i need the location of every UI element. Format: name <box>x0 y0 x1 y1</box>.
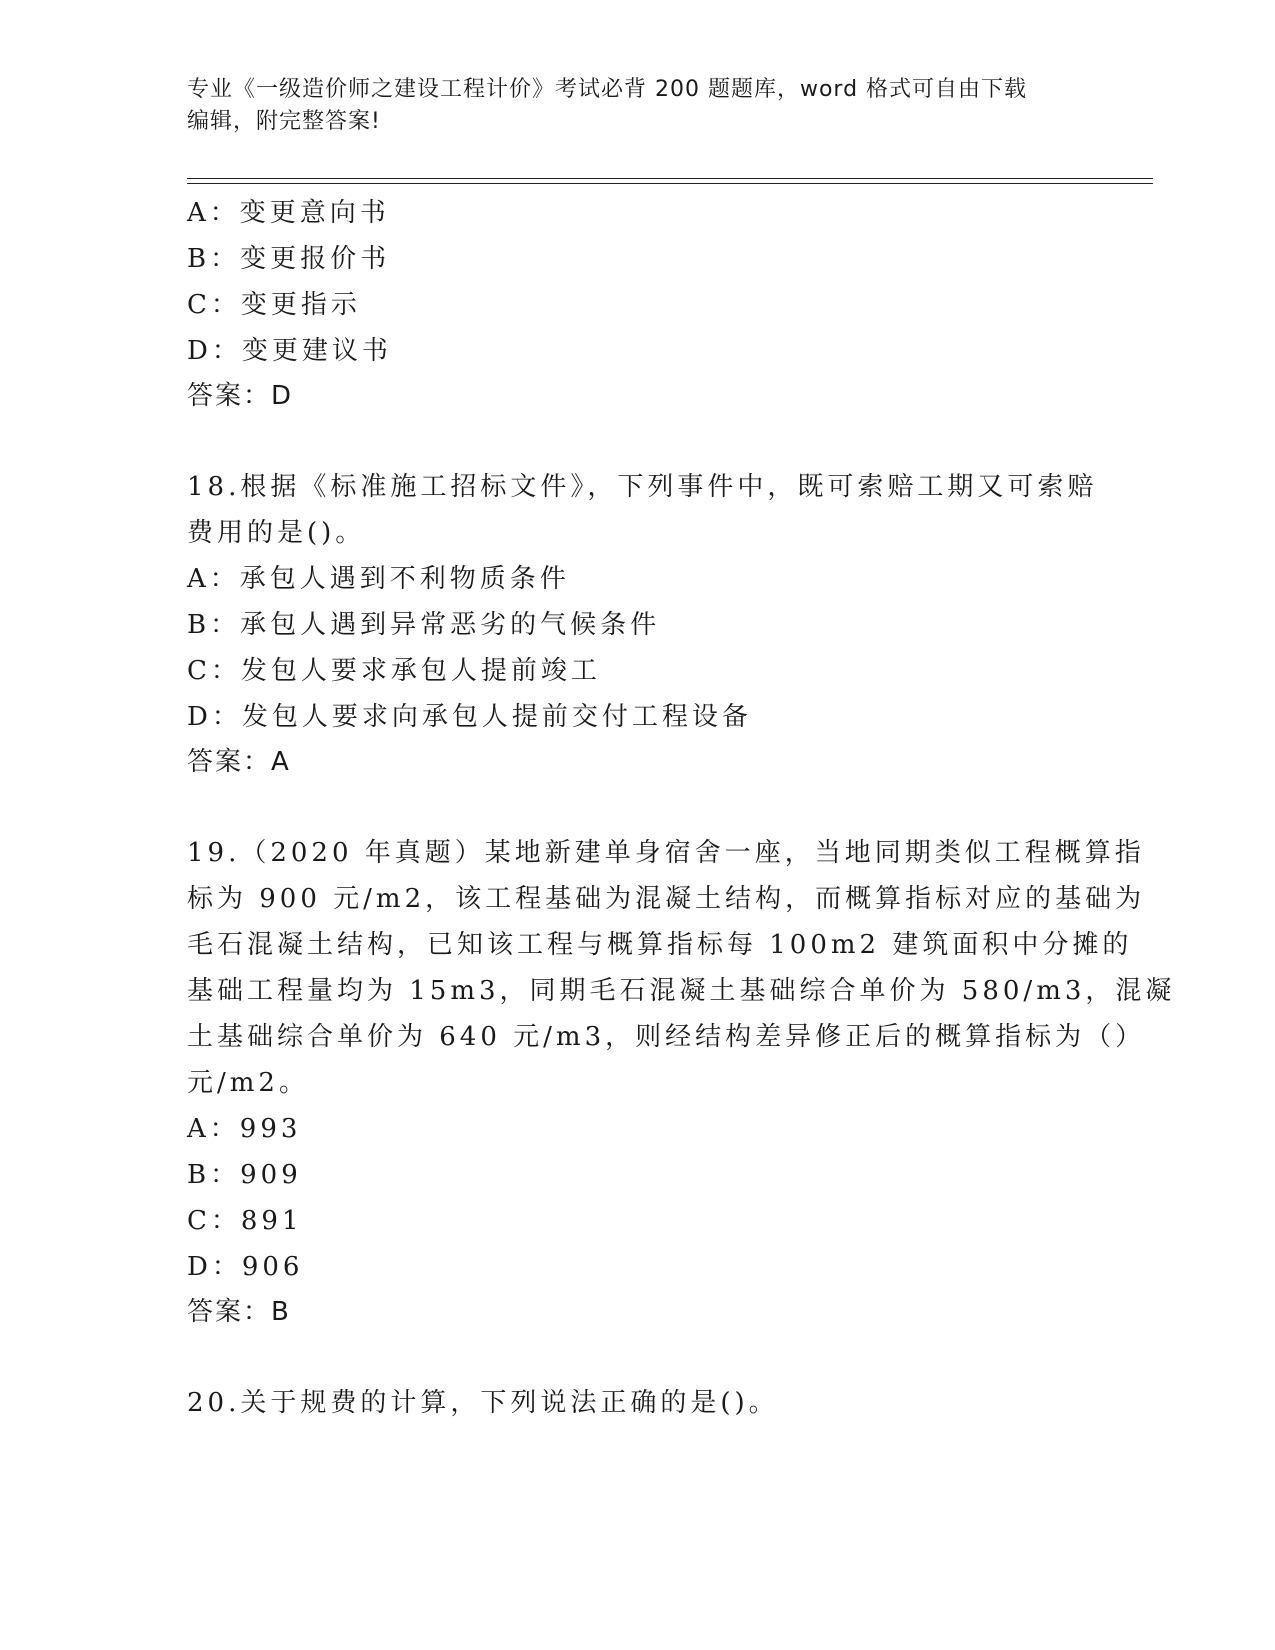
option-d: D：发包人要求向承包人提前交付工程设备 <box>187 702 752 732</box>
option-d: D：变更建议书 <box>187 336 392 366</box>
option-d: D：906 <box>187 1252 304 1282</box>
question-stem-line: 毛石混凝土结构，已知该工程与概算指标每 100m2 建筑面积中分摊的 <box>187 930 1133 960</box>
question-stem-line: 费用的是()。 <box>187 518 366 548</box>
answer: 答案：A <box>187 747 291 777</box>
question-stem-line: 19.（2020 年真题）某地新建单身宿舍一座，当地同期类似工程概算指 <box>187 838 1145 868</box>
spacer <box>187 784 1087 830</box>
spacer <box>187 1334 1087 1380</box>
question-stem-line: 标为 900 元/m2，该工程基础为混凝土结构，而概算指标对应的基础为 <box>187 884 1146 914</box>
answer: 答案：D <box>187 381 294 411</box>
option-c: C：变更指示 <box>187 290 361 320</box>
answer: 答案：B <box>187 1297 291 1327</box>
spacer <box>187 418 1087 464</box>
question-stem-line: 20.关于规费的计算，下列说法正确的是()。 <box>187 1388 779 1418</box>
question-19 <box>187 830 1176 1334</box>
option-b: B：909 <box>187 1160 302 1190</box>
question-stem-line: 18.根据《标准施工招标文件》，下列事件中，既可索赔工期又可索赔 <box>187 472 1098 502</box>
option-a: A：993 <box>187 1114 302 1144</box>
option-c: C：发包人要求承包人提前竣工 <box>187 656 601 686</box>
question-stem-line: 基础工程量均为 15m3，同期毛石混凝土基础综合单价为 580/m3，混凝 <box>187 976 1176 1006</box>
header-rule-top <box>187 178 1153 179</box>
question-content <box>187 190 1176 1426</box>
question-stem-line: 元/m2。 <box>187 1068 309 1098</box>
question-stem-line: 土基础综合单价为 640 元/m3，则经结构差异修正后的概算指标为（） <box>187 1022 1146 1052</box>
question-18 <box>187 464 1098 784</box>
option-a: A：变更意向书 <box>187 198 390 228</box>
header-line-2: 编辑，附完整答案! <box>187 109 381 134</box>
option-b: B：承包人遇到异常恶劣的气候条件 <box>187 610 661 640</box>
document-header <box>187 74 1087 138</box>
option-c: C：891 <box>187 1206 303 1236</box>
option-a: A：承包人遇到不利物质条件 <box>187 564 570 594</box>
header-rule-bottom <box>187 183 1153 184</box>
question-17 <box>187 190 1087 418</box>
header-line-1: 专业《一级造价师之建设工程计价》考试必背 200 题题库，word 格式可自由下载 <box>187 77 1028 102</box>
option-b: B：变更报价书 <box>187 244 391 274</box>
question-20 <box>187 1380 1087 1426</box>
